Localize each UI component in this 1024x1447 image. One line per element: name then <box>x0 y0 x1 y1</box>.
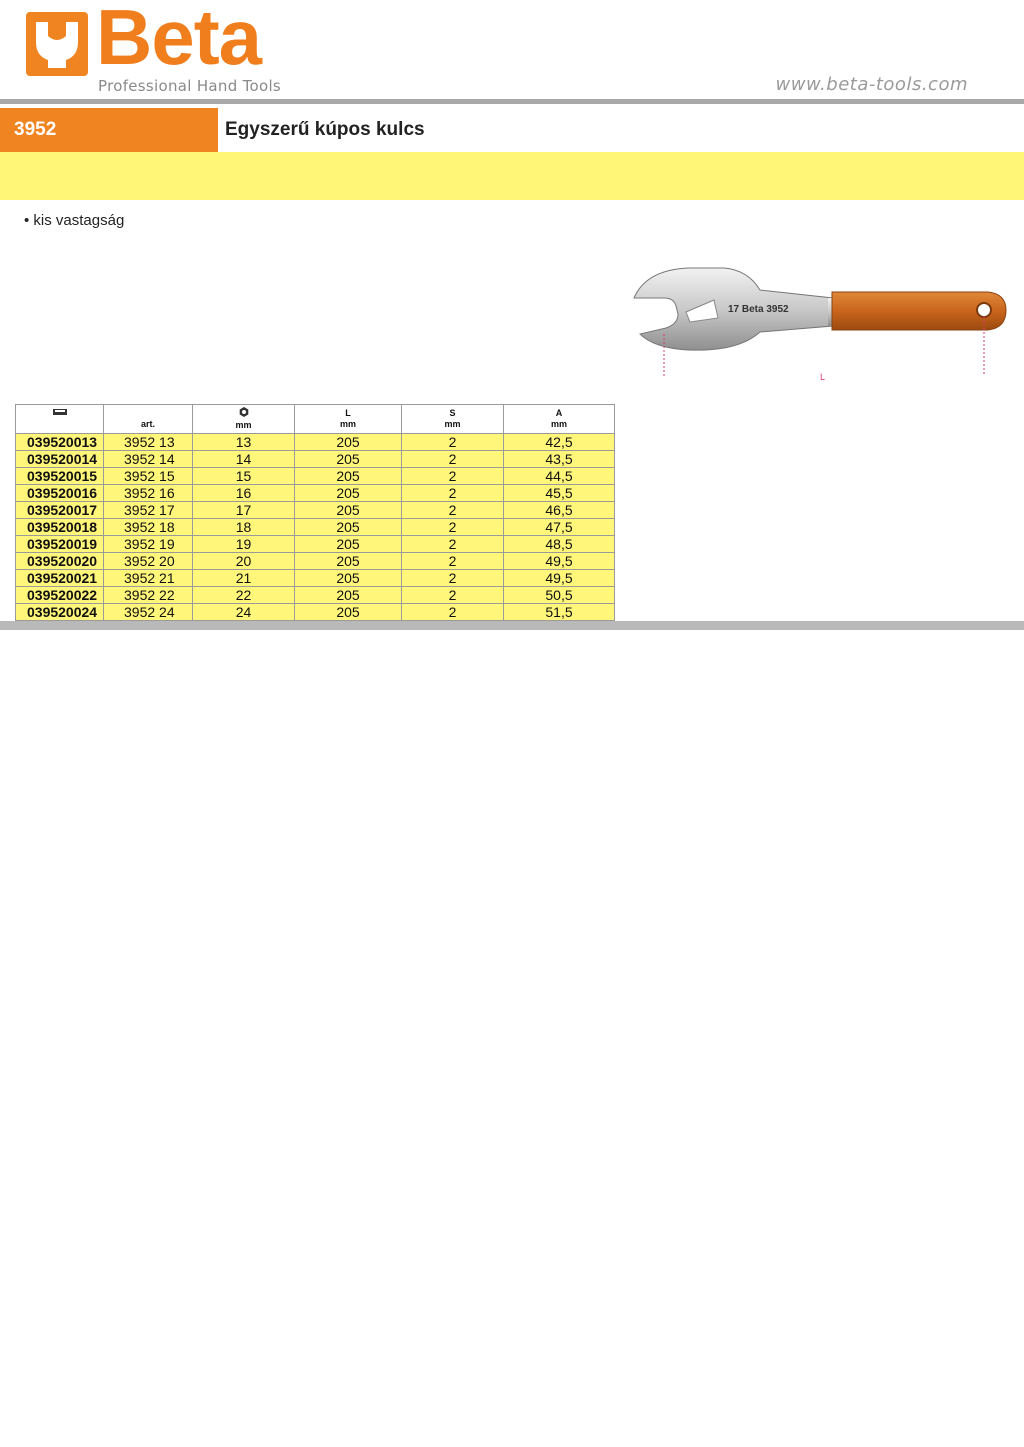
table-cell: 51,5 <box>504 604 615 621</box>
column-header <box>16 405 104 434</box>
table-cell: 22 <box>193 587 295 604</box>
table-cell: 3952 14 <box>104 451 193 468</box>
table-cell: 2 <box>402 519 504 536</box>
table-cell: 15 <box>193 468 295 485</box>
table-cell: 205 <box>295 604 402 621</box>
table-cell: 205 <box>295 451 402 468</box>
table-cell: 17 <box>193 502 295 519</box>
website-link[interactable]: www.beta-tools.com <box>775 74 968 95</box>
column-header-unit <box>16 420 103 431</box>
table-cell: 205 <box>295 502 402 519</box>
table-cell: 2 <box>402 536 504 553</box>
table-cell: 14 <box>193 451 295 468</box>
barcode-icon <box>16 408 103 420</box>
table-cell: 46,5 <box>504 502 615 519</box>
table-cell: 2 <box>402 468 504 485</box>
product-code: 3952 <box>0 108 218 152</box>
column-header-unit: mm <box>339 419 356 429</box>
column-header-top: S <box>449 408 456 418</box>
column-header-unit: mm <box>550 419 567 429</box>
table-cell: 3952 16 <box>104 485 193 502</box>
table-row <box>16 553 615 570</box>
dimension-label: L <box>820 372 826 382</box>
table-cell: 2 <box>402 502 504 519</box>
table-cell: 039520014 <box>16 451 104 468</box>
table-cell: 3952 17 <box>104 502 193 519</box>
table-cell: 3952 21 <box>104 570 193 587</box>
table-cell: 18 <box>193 519 295 536</box>
table-cell: 205 <box>295 536 402 553</box>
table-cell: 039520018 <box>16 519 104 536</box>
table-row <box>16 570 615 587</box>
column-header-top: L <box>345 408 351 418</box>
wrench-logo-icon <box>26 12 88 76</box>
table-cell: 039520020 <box>16 553 104 570</box>
table-cell: 49,5 <box>504 553 615 570</box>
cone-wrench-image <box>628 262 1014 386</box>
table-cell: 205 <box>295 570 402 587</box>
logo-tagline: Professional Hand Tools <box>98 77 282 95</box>
footer-divider <box>0 621 1024 630</box>
table-cell: 21 <box>193 570 295 587</box>
column-header <box>193 405 295 434</box>
table-cell: 2 <box>402 451 504 468</box>
nut-icon <box>193 407 294 420</box>
table-row <box>16 485 615 502</box>
engraving-text: 17 Beta 3952 <box>728 304 789 315</box>
table-cell: 039520022 <box>16 587 104 604</box>
table-cell: 3952 15 <box>104 468 193 485</box>
table-cell: 205 <box>295 553 402 570</box>
table-cell: 039520024 <box>16 604 104 621</box>
table-cell: 3952 20 <box>104 553 193 570</box>
table-cell: 039520019 <box>16 536 104 553</box>
table-cell: 205 <box>295 519 402 536</box>
table-cell: 3952 18 <box>104 519 193 536</box>
table-cell: 49,5 <box>504 570 615 587</box>
table-cell: 039520016 <box>16 485 104 502</box>
table-cell: 205 <box>295 434 402 451</box>
table-row <box>16 604 615 621</box>
product-table <box>15 404 615 621</box>
table-cell: 039520021 <box>16 570 104 587</box>
column-header-unit: mm <box>444 419 461 429</box>
table-cell: 13 <box>193 434 295 451</box>
table-row <box>16 451 615 468</box>
table-body <box>16 434 615 621</box>
table-cell: 2 <box>402 570 504 587</box>
table-cell: 039520013 <box>16 434 104 451</box>
table-row <box>16 468 615 485</box>
table-cell: 039520017 <box>16 502 104 519</box>
table-cell: 24 <box>193 604 295 621</box>
table-cell: 3952 19 <box>104 536 193 553</box>
feature-item: • kis vastagság <box>24 212 125 229</box>
table-row <box>16 502 615 519</box>
table-row <box>16 536 615 553</box>
table-cell: 2 <box>402 485 504 502</box>
table-cell: 43,5 <box>504 451 615 468</box>
table-cell: 039520015 <box>16 468 104 485</box>
column-header <box>104 405 193 434</box>
header-divider <box>0 99 1024 104</box>
table-row <box>16 587 615 604</box>
column-header-unit: mm <box>235 420 252 430</box>
table-cell: 20 <box>193 553 295 570</box>
table-header-row <box>16 405 615 434</box>
table-cell: 2 <box>402 587 504 604</box>
description-band <box>0 152 1024 200</box>
table-cell: 42,5 <box>504 434 615 451</box>
table-cell: 205 <box>295 587 402 604</box>
table-cell: 44,5 <box>504 468 615 485</box>
table-cell: 2 <box>402 553 504 570</box>
product-title-bar <box>0 108 1024 152</box>
table-cell: 50,5 <box>504 587 615 604</box>
table-cell: 3952 13 <box>104 434 193 451</box>
column-header <box>402 405 504 434</box>
table-cell: 205 <box>295 485 402 502</box>
column-header-top: A <box>555 408 563 418</box>
column-header-unit: art. <box>140 419 155 429</box>
table-cell: 16 <box>193 485 295 502</box>
column-header-top <box>104 408 192 419</box>
table-cell: 2 <box>402 604 504 621</box>
table-cell: 19 <box>193 536 295 553</box>
table-cell: 3952 24 <box>104 604 193 621</box>
table-row <box>16 519 615 536</box>
table-row <box>16 434 615 451</box>
table-cell: 2 <box>402 434 504 451</box>
table-cell: 45,5 <box>504 485 615 502</box>
product-title: Egyszerű kúpos kulcs <box>225 119 425 140</box>
column-header <box>295 405 402 434</box>
page-header <box>0 0 1024 106</box>
column-header <box>504 405 615 434</box>
logo-wordmark: Beta <box>96 0 262 81</box>
table-cell: 48,5 <box>504 536 615 553</box>
table-cell: 205 <box>295 468 402 485</box>
table-cell: 47,5 <box>504 519 615 536</box>
table-cell: 3952 22 <box>104 587 193 604</box>
beta-logo <box>26 0 286 96</box>
